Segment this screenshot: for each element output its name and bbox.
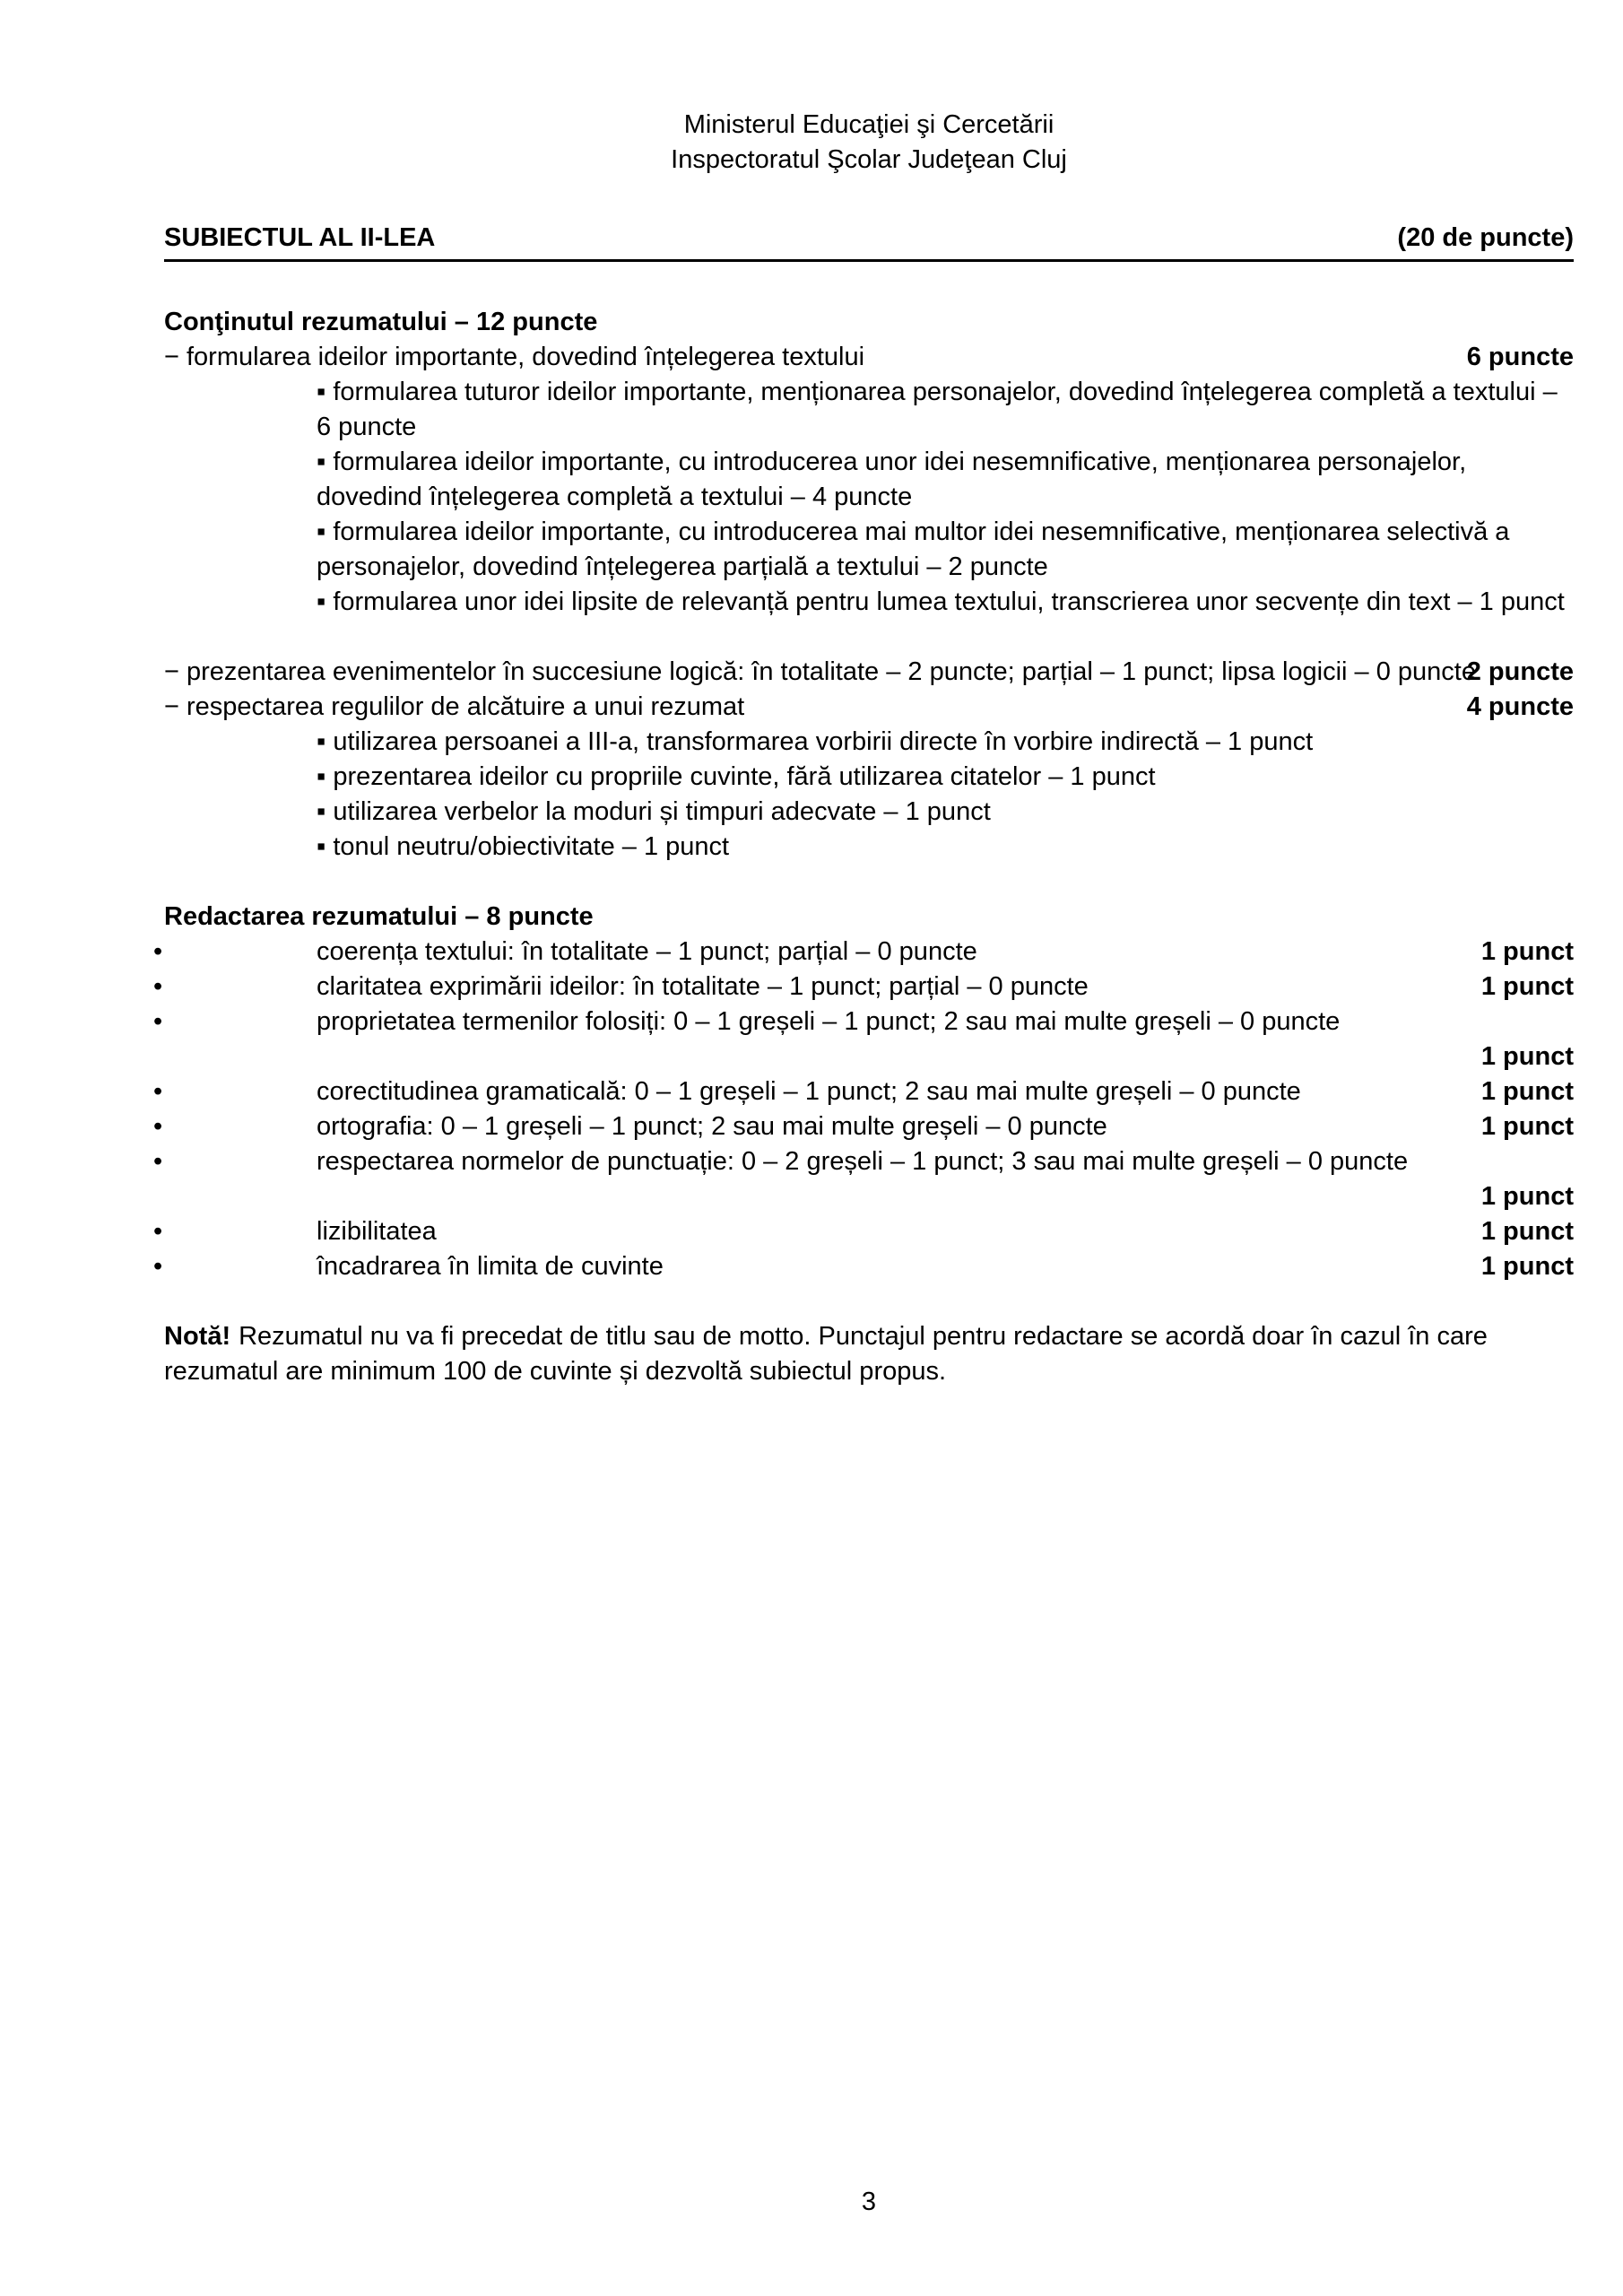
bullet-icon: • <box>153 1112 163 1141</box>
bullet-icon: • <box>153 1217 163 1246</box>
redaction-row-5-text: corectitudinea gramaticală: 0 – 1 greșeli – 1 punct; 2 sau mai multe greșeli – 0 puncte <box>317 1077 1301 1106</box>
redaction-row-1 <box>153 935 1574 970</box>
header-line-2: Inspectoratul Şcolar Judeţean Cluj <box>671 145 1067 174</box>
note-label: Notă! <box>164 1322 231 1351</box>
subject-title: SUBIECTUL AL II-LEA <box>164 223 436 252</box>
redaction-row-3-text: proprietatea termenilor folosiți: 0 – 1 greșeli – 1 punct; 2 sau mai multe greșeli – 0 puncte <box>317 1007 1341 1036</box>
header-line-1: Ministerul Educaţiei şi Cercetării <box>683 110 1055 139</box>
redaction-row-2-text: claritatea exprimării ideilor: în totalitate – 1 punct; parțial – 0 puncte <box>317 972 1089 1001</box>
redaction-row-9-points: 1 punct <box>1480 1217 1574 1246</box>
redaction-row-10-points: 1 punct <box>1480 1252 1574 1281</box>
page-number: 3 <box>861 2187 877 2216</box>
content-item-2-points: 2 puncte <box>1466 657 1574 686</box>
doc-header <box>164 108 1574 178</box>
content-item-3-points: 4 puncte <box>1466 692 1574 721</box>
content-item-3 <box>164 690 1574 725</box>
subject-points: (20 de puncte) <box>1397 223 1574 252</box>
content-item-1 <box>164 340 1574 375</box>
redaction-row-8-points: 1 punct <box>1480 1182 1574 1211</box>
content-item-3-sub-2: ▪ prezentarea ideilor cu propriile cuvinte, fără utilizarea citatelor – 1 punct <box>317 762 1156 791</box>
bullet-icon: • <box>153 937 163 966</box>
redaction-row-7-text: respectarea normelor de punctuație: 0 – 2 greșeli – 1 punct; 3 sau mai multe greșeli – 0 puncte <box>317 1147 1409 1176</box>
content-item-1-sub-1: ▪ formularea tuturor ideilor importante, menționarea personajelor, dovedind înțelegerea completă a textului – 6 puncte <box>317 378 1558 441</box>
subject-heading-row <box>164 221 1574 262</box>
redaction-row-1-points: 1 punct <box>1480 937 1574 966</box>
bullet-icon: • <box>153 1252 163 1281</box>
content-item-3-text: − respectarea regulilor de alcătuire a unui rezumat <box>164 692 745 721</box>
redaction-row-3 <box>153 1004 1574 1039</box>
content-item-1-points: 6 puncte <box>1466 343 1574 371</box>
content-item-1-sub-2: ▪ formularea ideilor importante, cu introducerea unor idei nesemnificative, menționarea personajelor, dovedind înțelegerea completă a textului – 4 puncte <box>317 448 1467 511</box>
bullet-icon: • <box>153 1147 163 1176</box>
redaction-row-2 <box>153 970 1574 1004</box>
redaction-row-5 <box>153 1074 1574 1109</box>
redaction-row-9 <box>153 1214 1574 1249</box>
content-item-1-text: − formularea ideilor importante, dovedind înțelegerea textului <box>164 343 865 371</box>
redaction-row-6 <box>153 1109 1574 1144</box>
redaction-row-10-text: încadrarea în limita de cuvinte <box>317 1252 664 1281</box>
content-item-3-sub-4: ▪ tonul neutru/obiectivitate – 1 punct <box>317 832 730 861</box>
redaction-row-9-text: lizibilitatea <box>317 1217 437 1246</box>
content-item-2-text: − prezentarea evenimentelor în succesiune logică: în totalitate – 2 puncte; parțial – 1 punct; lipsa logicii – 0 puncte <box>164 657 1476 686</box>
redaction-row-1-text: coerența textului: în totalitate – 1 punct; parțial – 0 puncte <box>317 937 977 966</box>
content-item-3-sub-1: ▪ utilizarea persoanei a III-a, transformarea vorbirii directe în vorbire indirectă – 1 punct <box>317 727 1314 756</box>
redaction-row-4 <box>164 1039 1574 1074</box>
bullet-icon: • <box>153 972 163 1001</box>
redaction-section-heading: Redactarea rezumatului – 8 puncte <box>164 902 594 931</box>
redaction-row-7 <box>153 1144 1574 1179</box>
redaction-row-10 <box>153 1249 1574 1284</box>
content-item-1-sub-3: ▪ formularea ideilor importante, cu introducerea mai multor idei nesemnificative, menționarea selectivă a personajelor, dovedind înțelegerea parțială a textului – 2 puncte <box>317 517 1510 581</box>
content-section-heading: Conţinutul rezumatului – 12 puncte <box>164 308 598 336</box>
redaction-row-2-points: 1 punct <box>1480 972 1574 1001</box>
bullet-icon: • <box>153 1007 163 1036</box>
note-text: Rezumatul nu va fi precedat de titlu sau de motto. Punctajul pentru redactare se acordă doar în cazul în care rezumatul are minimum 100 de cuvinte și dezvoltă subiectul propus. <box>164 1322 1488 1386</box>
redaction-row-8 <box>164 1179 1574 1214</box>
note-paragraph <box>164 1319 1574 1389</box>
bullet-icon: • <box>153 1077 163 1106</box>
redaction-row-4-points: 1 punct <box>1480 1042 1574 1071</box>
redaction-row-6-text: ortografia: 0 – 1 greșeli – 1 punct; 2 sau mai multe greșeli – 0 puncte <box>317 1112 1107 1141</box>
content-item-1-sub-4: ▪ formularea unor idei lipsite de relevanță pentru lumea textului, transcrierea unor secvențe din text – 1 punct <box>317 587 1565 616</box>
content-item-3-sub-3: ▪ utilizarea verbelor la moduri și timpuri adecvate – 1 punct <box>317 797 991 826</box>
redaction-row-5-points: 1 punct <box>1480 1077 1574 1106</box>
redaction-row-6-points: 1 punct <box>1480 1112 1574 1141</box>
content-item-2 <box>164 655 1574 690</box>
